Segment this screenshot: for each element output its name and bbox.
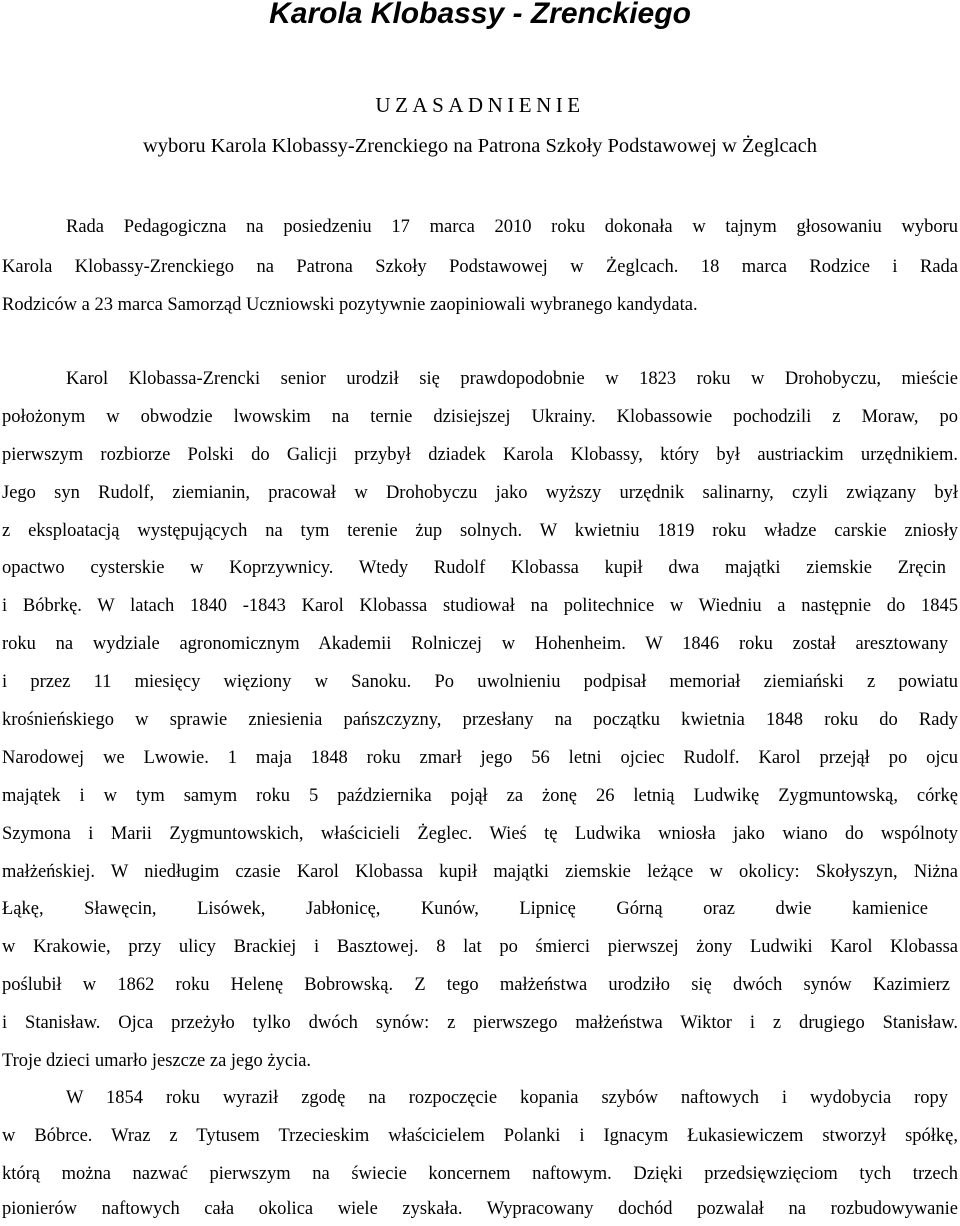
text-line: z eksploatacją występujących na tym terenie żup solnych. W kwietniu 1819 roku władze carskie zniosły: [2, 521, 958, 541]
text-line: Rada Pedagogiczna na posiedzeniu 17 marca 2010 roku dokonała w tajnym głosowaniu wyboru: [66, 217, 958, 237]
text-line: poślubił w 1862 roku Helenę Bobrowską. Z tego małżeństwa urodziło się dwóch synów Kazimierz: [2, 975, 950, 995]
text-line: w Bóbrce. Wraz z Tytusem Trzecieskim właścicielem Polanki i Ignacym Łukasiewiczem stworzył spółkę,: [2, 1126, 958, 1146]
text-line: krośnieńskiego w sprawie zniesienia pańszczyzny, przesłany na początku kwietnia 1848 roku do Rady: [2, 710, 958, 730]
document-title: Karola Klobassy - Zrenckiego: [269, 0, 691, 30]
document-subheading: wyboru Karola Klobassy-Zrenckiego na Patrona Szkoły Podstawowej w Żeglcach: [142, 135, 818, 157]
text-line: Rodziców a 23 marca Samorząd Uczniowski pozytywnie zaopiniowali wybranego kandydata.: [2, 295, 698, 315]
text-line: Jego syn Rudolf, ziemianin, pracował w Drohobyczu jako wyższy urzędnik salinarny, czyli związany był: [2, 483, 958, 503]
text-line: W 1854 roku wyraził zgodę na rozpoczęcie kopania szybów naftowych i wydobycia ropy: [66, 1088, 948, 1108]
text-line: Karol Klobassa-Zrencki senior urodził się prawdopodobnie w 1823 roku w Drohobyczu, mieście: [66, 369, 958, 389]
text-line: którą można nazwać pierwszym na świecie koncernem naftowym. Dzięki przedsięwzięciom tych trzech: [2, 1164, 958, 1184]
text-line: Szymona i Marii Zygmuntowskich, właścicieli Żeglec. Wieś tę Ludwika wniosła jako wiano do wspólnoty: [2, 824, 958, 844]
text-line: Troje dzieci umarło jeszcze za jego życia.: [2, 1051, 312, 1071]
text-line: i Stanisław. Ojca przeżyło tylko dwóch synów: z pierwszego małżeństwa Wiktor i z drugiego Stanisław.: [2, 1013, 958, 1033]
text-line: majątek i w tym samym roku 5 października pojął za żonę 26 letnią Ludwikę Zygmuntowską, córkę: [2, 786, 958, 806]
text-line: położonym w obwodzie lwowskim na ternie dzisiejszej Ukrainy. Klobassowie pochodzili z Moraw, po: [2, 407, 958, 427]
text-line: Karola Klobassy-Zrenckiego na Patrona Szkoły Podstawowej w Żeglcach. 18 marca Rodzice i Rada: [2, 257, 958, 277]
text-line: w Krakowie, przy ulicy Brackiej i Basztowej. 8 lat po śmierci pierwszej żony Ludwiki Karol Klobassa: [2, 937, 958, 957]
text-line: Narodowej we Lwowie. 1 maja 1848 roku zmarł jego 56 letni ojciec Rudolf. Karol przejął po ojcu: [2, 748, 958, 768]
text-line: opactwo cysterskie w Koprzywnicy. Wtedy Rudolf Klobassa kupił dwa majątki ziemskie Zręcin: [2, 558, 946, 578]
text-line: pierwszym rozbiorze Polski do Galicji przybył dziadek Karola Klobassy, który był austriackim urzędnikiem.: [2, 445, 958, 465]
document-heading: UZASADNIENIE: [375, 93, 585, 117]
text-line: Łąkę, Sławęcin, Lisówek, Jabłonicę, Kunów, Lipnicę Górną oraz dwie kamienice: [2, 899, 928, 919]
text-line: i przez 11 miesięcy więziony w Sanoku. Po uwolnieniu podpisał memoriał ziemiański z powiatu: [2, 672, 958, 692]
text-line: małżeńskiej. W niedługim czasie Karol Klobassa kupił majątki ziemskie leżące w okolicy: Skołyszyn, Niżna: [2, 862, 958, 882]
text-line: roku na wydziale agronomicznym Akademii Rolniczej w Hohenheim. W 1846 roku został aresztowany: [2, 634, 948, 654]
text-line: pionierów naftowych cała okolica wiele zyskała. Wypracowany dochód pozwalał na rozbudowywanie: [2, 1199, 958, 1219]
text-line: i Bóbrkę. W latach 1840 -1843 Karol Klobassa studiował na politechnice w Wiedniu a następnie do 1845: [2, 596, 958, 616]
